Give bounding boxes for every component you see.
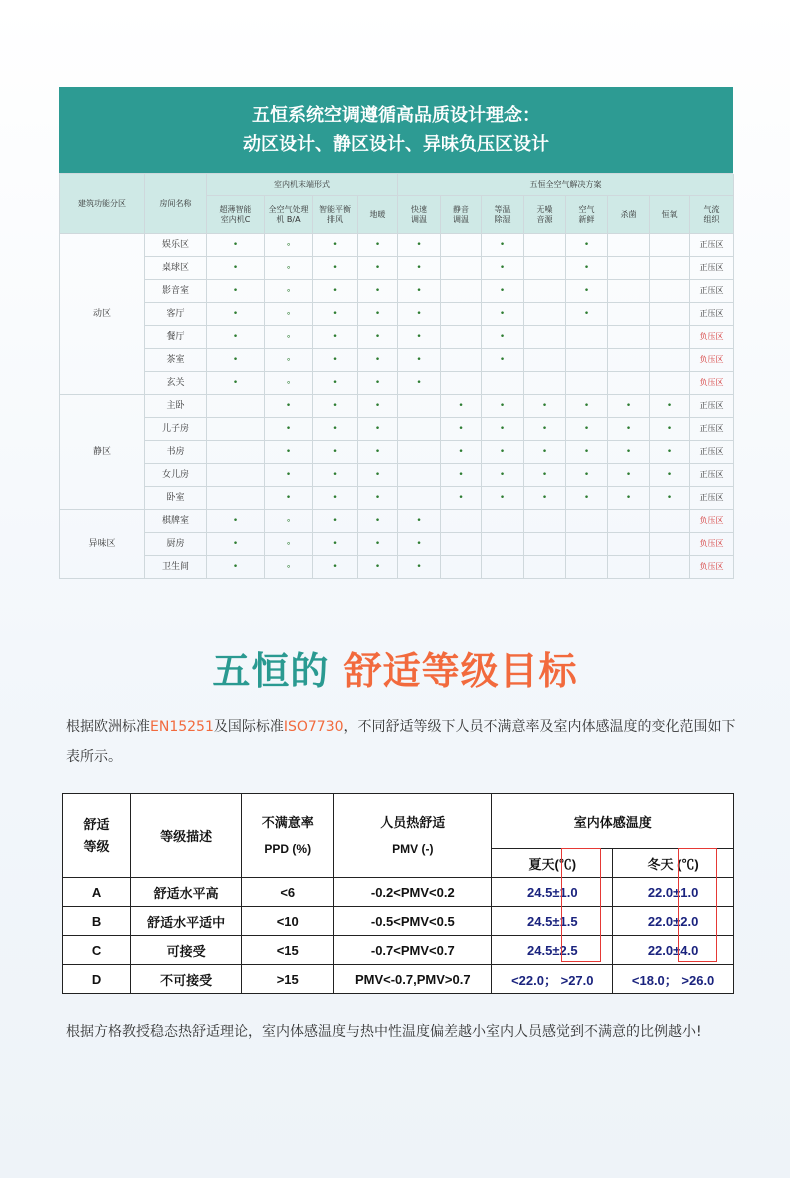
cell-desc: 不可接受 xyxy=(131,965,242,994)
mark-cell: ∘ xyxy=(265,349,313,372)
cell-ppd: <15 xyxy=(242,936,334,965)
mark-cell: • xyxy=(358,257,398,280)
mark-cell xyxy=(482,510,524,533)
mark-cell: ∘ xyxy=(265,257,313,280)
mark-cell: • xyxy=(313,257,358,280)
header-zone: 建筑功能分区 xyxy=(60,174,145,234)
header-group-indoor: 室内机末端形式 xyxy=(207,174,398,196)
mark-cell: • xyxy=(313,510,358,533)
mark-cell xyxy=(524,510,566,533)
mark-cell: • xyxy=(482,441,524,464)
cell-ppd: <10 xyxy=(242,907,334,936)
table-row xyxy=(63,936,734,965)
mark-cell: • xyxy=(441,464,482,487)
cell-desc: 舒适水平适中 xyxy=(131,907,242,936)
sub-header: 空气 新鲜 xyxy=(566,196,608,234)
mark-cell: ∘ xyxy=(265,326,313,349)
mark-cell: • xyxy=(358,280,398,303)
airflow-cell: 正压区 xyxy=(690,257,734,280)
room-name: 餐厅 xyxy=(145,326,207,349)
mark-cell: • xyxy=(482,487,524,510)
header-group-solution: 五恒全空气解决方案 xyxy=(398,174,734,196)
mark-cell: • xyxy=(265,464,313,487)
mark-cell: • xyxy=(358,349,398,372)
cell-level: C xyxy=(63,936,131,965)
mark-cell: • xyxy=(358,395,398,418)
cell-ppd: <6 xyxy=(242,878,334,907)
mark-cell xyxy=(608,556,650,579)
mark-cell: • xyxy=(358,464,398,487)
sub-header: 地暖 xyxy=(358,196,398,234)
mark-cell: • xyxy=(650,464,690,487)
mark-cell: • xyxy=(313,349,358,372)
mark-cell xyxy=(441,326,482,349)
mark-cell xyxy=(441,372,482,395)
mark-cell xyxy=(482,372,524,395)
mark-cell xyxy=(608,349,650,372)
cell-ppd: >15 xyxy=(242,965,334,994)
title-part-a: 五恒的 xyxy=(212,649,330,693)
mark-cell: • xyxy=(313,556,358,579)
mark-cell: • xyxy=(358,234,398,257)
mark-cell: • xyxy=(650,418,690,441)
room-name: 棋牌室 xyxy=(145,510,207,533)
mark-cell: • xyxy=(482,349,524,372)
room-name: 玄关 xyxy=(145,372,207,395)
mark-cell xyxy=(608,510,650,533)
mark-cell: • xyxy=(313,280,358,303)
mark-cell: • xyxy=(313,533,358,556)
room-name: 客厅 xyxy=(145,303,207,326)
mark-cell xyxy=(524,234,566,257)
mark-cell xyxy=(524,303,566,326)
mark-cell: • xyxy=(358,510,398,533)
mark-cell: • xyxy=(524,464,566,487)
airflow-cell: 负压区 xyxy=(690,533,734,556)
cell-desc: 舒适水平高 xyxy=(131,878,242,907)
mark-cell: • xyxy=(313,464,358,487)
mark-cell: ∘ xyxy=(265,372,313,395)
mark-cell: • xyxy=(608,487,650,510)
mark-cell: • xyxy=(566,464,608,487)
mark-cell xyxy=(482,556,524,579)
mark-cell: • xyxy=(313,234,358,257)
mark-cell: • xyxy=(398,303,441,326)
room-name: 卧室 xyxy=(145,487,207,510)
mark-cell: ∘ xyxy=(265,303,313,326)
sub-header: 快速 调温 xyxy=(398,196,441,234)
room-name: 儿子房 xyxy=(145,418,207,441)
mark-cell xyxy=(650,280,690,303)
cell-pmv: -0.2<PMV<0.2 xyxy=(334,878,492,907)
cell-level: B xyxy=(63,907,131,936)
mark-cell xyxy=(566,556,608,579)
mark-cell xyxy=(207,418,265,441)
mark-cell: • xyxy=(398,326,441,349)
mark-cell: • xyxy=(441,418,482,441)
airflow-cell: 负压区 xyxy=(690,510,734,533)
header-pmv: 人员热舒适 PMV (-) xyxy=(334,794,492,878)
mark-cell: • xyxy=(524,487,566,510)
mark-cell xyxy=(398,441,441,464)
mark-cell: • xyxy=(358,487,398,510)
mark-cell: ∘ xyxy=(265,533,313,556)
airflow-cell: 负压区 xyxy=(690,556,734,579)
mark-cell: • xyxy=(566,280,608,303)
mark-cell: • xyxy=(608,464,650,487)
mark-cell xyxy=(441,303,482,326)
sub-header: 静音 调温 xyxy=(441,196,482,234)
mark-cell xyxy=(207,441,265,464)
mark-cell xyxy=(608,257,650,280)
mark-cell: • xyxy=(265,487,313,510)
mark-cell xyxy=(608,234,650,257)
mark-cell: • xyxy=(482,464,524,487)
mark-cell xyxy=(524,533,566,556)
mark-cell xyxy=(441,510,482,533)
mark-cell: • xyxy=(313,326,358,349)
mark-cell: • xyxy=(398,372,441,395)
sub-header: 全空气处理 机 B/A xyxy=(265,196,313,234)
header-level: 舒适 等级 xyxy=(63,794,131,878)
sub-header: 超薄智能 室内机C xyxy=(207,196,265,234)
mark-cell: • xyxy=(358,556,398,579)
airflow-cell: 负压区 xyxy=(690,372,734,395)
mark-cell xyxy=(650,349,690,372)
sub-header: 无噪 音源 xyxy=(524,196,566,234)
cell-level: A xyxy=(63,878,131,907)
mark-cell: • xyxy=(482,303,524,326)
mark-cell: ∘ xyxy=(265,280,313,303)
cell-winter: 22.0±2.0 xyxy=(613,907,734,936)
airflow-cell: 正压区 xyxy=(690,303,734,326)
cell-pmv: PMV<-0.7,PMV>0.7 xyxy=(334,965,492,994)
mark-cell: • xyxy=(650,441,690,464)
mark-cell: • xyxy=(650,487,690,510)
airflow-cell: 正压区 xyxy=(690,395,734,418)
mark-cell: • xyxy=(313,418,358,441)
mark-cell xyxy=(566,510,608,533)
mark-cell xyxy=(650,556,690,579)
mark-cell: • xyxy=(566,257,608,280)
mark-cell: • xyxy=(207,349,265,372)
mark-cell: • xyxy=(608,441,650,464)
comfort-level-table xyxy=(62,793,734,994)
mark-cell xyxy=(650,234,690,257)
mark-cell: • xyxy=(398,510,441,533)
header-winter: 冬天 (℃) xyxy=(613,849,734,878)
title-line-1: 五恒系统空调遵循高品质设计理念： xyxy=(252,105,540,126)
mark-cell xyxy=(398,395,441,418)
mark-cell: • xyxy=(566,487,608,510)
mark-cell: • xyxy=(524,441,566,464)
standard-en: EN15251 xyxy=(150,719,214,735)
mark-cell: • xyxy=(207,257,265,280)
mark-cell xyxy=(441,280,482,303)
mark-cell xyxy=(207,487,265,510)
mark-cell: • xyxy=(358,326,398,349)
mark-cell: • xyxy=(398,234,441,257)
mark-cell: • xyxy=(482,326,524,349)
mark-cell xyxy=(608,326,650,349)
sub-header: 气流 组织 xyxy=(690,196,734,234)
airflow-cell: 负压区 xyxy=(690,326,734,349)
mark-cell: • xyxy=(207,234,265,257)
room-name: 桌球区 xyxy=(145,257,207,280)
mark-cell: • xyxy=(482,234,524,257)
mark-cell: • xyxy=(207,372,265,395)
airflow-cell: 正压区 xyxy=(690,234,734,257)
mark-cell: • xyxy=(482,395,524,418)
mark-cell: • xyxy=(566,303,608,326)
room-name: 娱乐区 xyxy=(145,234,207,257)
mark-cell: • xyxy=(207,280,265,303)
mark-cell: • xyxy=(566,441,608,464)
mark-cell: • xyxy=(207,303,265,326)
mark-cell xyxy=(608,533,650,556)
standard-iso: ISO7730 xyxy=(283,719,344,735)
cell-pmv: -0.7<PMV<0.7 xyxy=(334,936,492,965)
cell-desc: 可接受 xyxy=(131,936,242,965)
cell-pmv: -0.5<PMV<0.5 xyxy=(334,907,492,936)
cell-winter: 22.0±1.0 xyxy=(613,878,734,907)
airflow-cell: 正压区 xyxy=(690,487,734,510)
mark-cell: • xyxy=(358,303,398,326)
airflow-cell: 正压区 xyxy=(690,441,734,464)
cell-summer: 24.5±1.0 xyxy=(492,878,613,907)
mark-cell: • xyxy=(313,395,358,418)
mark-cell xyxy=(650,326,690,349)
sub-header: 恒氧 xyxy=(650,196,690,234)
mark-cell: • xyxy=(207,510,265,533)
mark-cell: • xyxy=(398,349,441,372)
mark-cell: • xyxy=(482,257,524,280)
mark-cell: • xyxy=(398,280,441,303)
mark-cell xyxy=(207,464,265,487)
mark-cell: • xyxy=(398,556,441,579)
mark-cell xyxy=(207,395,265,418)
mark-cell xyxy=(566,349,608,372)
intro-paragraph: 根据欧洲标准EN15251及国际标准ISO7730，不同舒适等级下人员不满意率及室内体感温度的变化范围如下表所示。 xyxy=(66,719,736,765)
mark-cell xyxy=(441,349,482,372)
mark-cell: • xyxy=(398,257,441,280)
sub-header: 智能平衡 排风 xyxy=(313,196,358,234)
mark-cell: • xyxy=(265,418,313,441)
summer-tolerance-highlight xyxy=(561,848,601,962)
mark-cell: • xyxy=(524,395,566,418)
mark-cell: • xyxy=(650,395,690,418)
mark-cell xyxy=(524,372,566,395)
mark-cell: • xyxy=(265,395,313,418)
mark-cell: • xyxy=(524,418,566,441)
mark-cell xyxy=(566,533,608,556)
header-summer: 夏天(℃) xyxy=(492,849,613,878)
mark-cell xyxy=(441,556,482,579)
title-line-2: 动区设计、静区设计、异味负压区设计 xyxy=(243,134,549,155)
section-title xyxy=(0,640,790,695)
mark-cell xyxy=(441,257,482,280)
airflow-cell: 正压区 xyxy=(690,464,734,487)
mark-cell xyxy=(398,464,441,487)
mark-cell: ∘ xyxy=(265,556,313,579)
mark-cell: • xyxy=(398,533,441,556)
mark-cell xyxy=(650,533,690,556)
title-part-b: 舒适等级目标 xyxy=(343,649,578,693)
mark-cell xyxy=(482,533,524,556)
table-row xyxy=(63,878,734,907)
air-system-table xyxy=(59,87,733,579)
mark-cell: • xyxy=(441,395,482,418)
mark-cell: • xyxy=(482,280,524,303)
mark-cell: • xyxy=(358,441,398,464)
header-ppd: 不满意率 PPD (%) xyxy=(242,794,334,878)
mark-cell xyxy=(608,303,650,326)
sub-header: 杀菌 xyxy=(608,196,650,234)
airflow-cell: 负压区 xyxy=(690,349,734,372)
header-temp: 室内体感温度 xyxy=(492,794,734,849)
header-desc: 等级描述 xyxy=(131,794,242,878)
cell-level: D xyxy=(63,965,131,994)
room-name: 主卧 xyxy=(145,395,207,418)
mark-cell: • xyxy=(566,418,608,441)
mark-cell: • xyxy=(441,487,482,510)
mark-cell: • xyxy=(566,395,608,418)
airflow-cell: 正压区 xyxy=(690,280,734,303)
mark-cell xyxy=(650,303,690,326)
note-paragraph: 根据方格教授稳态热舒适理论，室内体感温度与热中性温度偏差越小室内人员感觉到不满意的比例越小! xyxy=(66,1024,702,1040)
mark-cell: • xyxy=(358,418,398,441)
mark-cell: • xyxy=(207,533,265,556)
mark-cell: • xyxy=(608,395,650,418)
mark-cell xyxy=(524,349,566,372)
mark-cell xyxy=(650,257,690,280)
cell-winter: <18.0； >26.0 xyxy=(613,965,734,994)
room-name: 厨房 xyxy=(145,533,207,556)
mark-cell xyxy=(398,418,441,441)
mark-cell xyxy=(566,372,608,395)
mark-cell xyxy=(524,326,566,349)
mark-cell: • xyxy=(313,372,358,395)
mark-cell: • xyxy=(566,234,608,257)
zone-cell: 异味区 xyxy=(60,510,145,579)
mark-cell xyxy=(524,280,566,303)
mark-cell xyxy=(441,533,482,556)
room-name: 茶室 xyxy=(145,349,207,372)
mark-cell xyxy=(608,280,650,303)
mark-cell: ∘ xyxy=(265,510,313,533)
room-name: 影音室 xyxy=(145,280,207,303)
cell-winter: 22.0±4.0 xyxy=(613,936,734,965)
table-title xyxy=(59,87,733,173)
mark-cell: • xyxy=(482,418,524,441)
mark-cell xyxy=(524,257,566,280)
mark-cell xyxy=(608,372,650,395)
room-name: 卫生间 xyxy=(145,556,207,579)
cell-summer: 24.5±2.5 xyxy=(492,936,613,965)
zone-cell: 静区 xyxy=(60,395,145,510)
mark-cell: • xyxy=(358,372,398,395)
airflow-cell: 正压区 xyxy=(690,418,734,441)
mark-cell: • xyxy=(441,441,482,464)
mark-cell: • xyxy=(313,303,358,326)
mark-cell: ∘ xyxy=(265,234,313,257)
mark-cell: • xyxy=(207,326,265,349)
cell-summer: 24.5±1.5 xyxy=(492,907,613,936)
table-row xyxy=(63,965,734,994)
mark-cell xyxy=(441,234,482,257)
room-name: 女儿房 xyxy=(145,464,207,487)
table-row xyxy=(63,907,734,936)
room-name: 书房 xyxy=(145,441,207,464)
mark-cell: • xyxy=(207,556,265,579)
mark-cell: • xyxy=(358,533,398,556)
mark-cell xyxy=(650,510,690,533)
mark-cell: • xyxy=(313,441,358,464)
mark-cell: • xyxy=(265,441,313,464)
mark-cell xyxy=(566,326,608,349)
mark-cell: • xyxy=(313,487,358,510)
sub-header: 等温 除湿 xyxy=(482,196,524,234)
mark-cell xyxy=(524,556,566,579)
winter-tolerance-highlight xyxy=(678,848,717,962)
mark-cell: • xyxy=(608,418,650,441)
header-room: 房间名称 xyxy=(145,174,207,234)
mark-cell xyxy=(650,372,690,395)
zone-cell: 动区 xyxy=(60,234,145,395)
table-grid xyxy=(59,173,733,579)
mark-cell xyxy=(398,487,441,510)
cell-summer: <22.0； >27.0 xyxy=(492,965,613,994)
